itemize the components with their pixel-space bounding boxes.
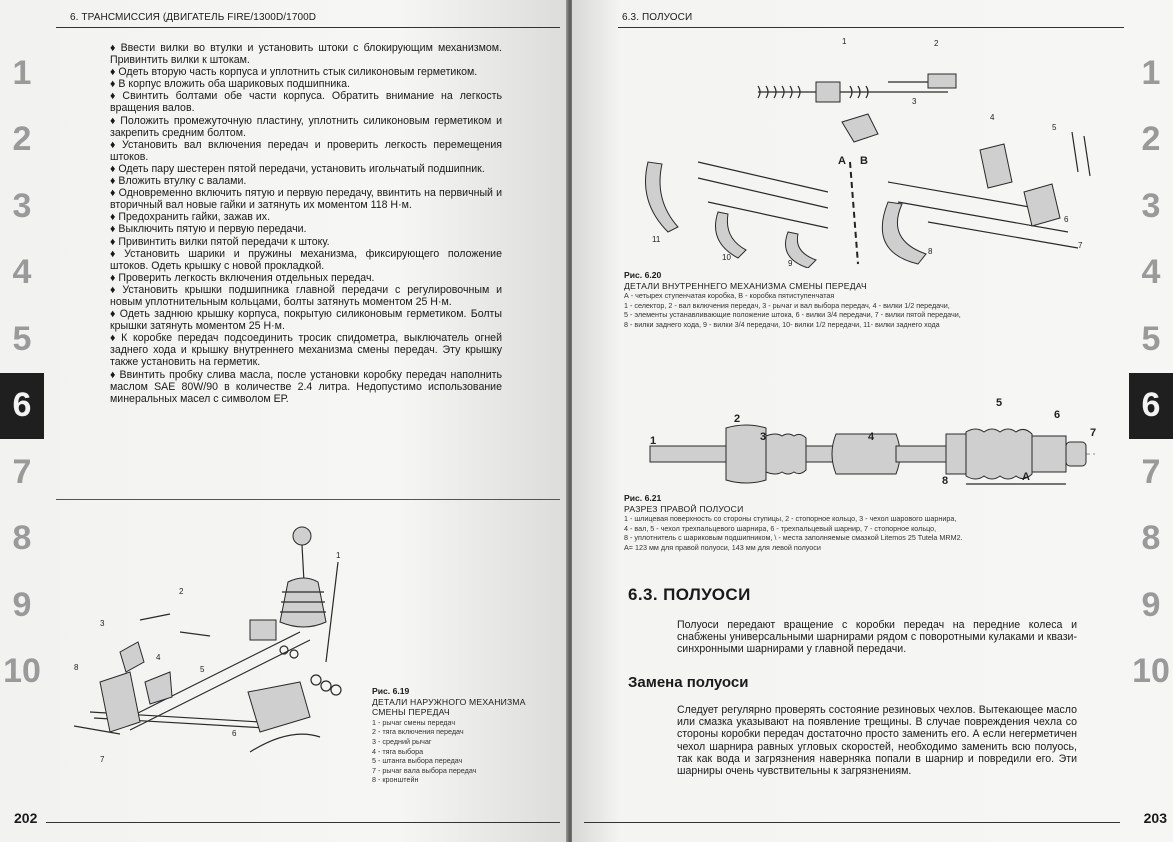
chapter-tab[interactable]: 2 <box>12 120 32 159</box>
gear-lever-shape <box>302 545 304 582</box>
washer-shape <box>331 685 341 695</box>
washer-shape <box>321 681 331 691</box>
select-lever-shape <box>145 672 172 704</box>
figure-6-21-caption <box>624 493 1124 553</box>
chapter-tab[interactable]: 7 <box>1141 452 1161 491</box>
chapter-tab[interactable]: 10 <box>1132 652 1170 691</box>
right-page <box>572 0 1173 842</box>
left-head-rule <box>56 27 560 28</box>
caption-line: A= 123 мм для правой полуоси, 143 мм для левой полуоси <box>624 542 821 552</box>
list-item: ♦ Установить вал включения передач и проверить легкость перемещения штоков. <box>110 138 502 163</box>
caption-line: А - четырех ступенчатая коробка, В - коробка пятиступенчатая <box>624 291 835 301</box>
assembly-steps-list <box>110 42 502 405</box>
callout-label: 1 <box>842 37 847 46</box>
legend-item: 2 - тяга включения передач <box>372 727 464 737</box>
list-item: ♦ Одеть вторую часть корпуса и уплотнить стык силиконовым герметиком. <box>110 66 478 79</box>
callout-label: 3 <box>912 97 917 106</box>
figure-6-20-caption <box>624 270 1124 330</box>
callout-label: 5 <box>996 397 1003 409</box>
list-item: ♦ Проверить легкость включения отдельных передач. <box>110 271 375 284</box>
figure-6-19-caption <box>372 686 552 785</box>
legend-item: 4 - тяга выбора <box>372 746 424 756</box>
lever-3-shape <box>842 114 878 142</box>
callout-label: 6 <box>232 729 237 738</box>
left-chapter-tabs <box>0 40 44 705</box>
caption-line: 8 - вилки заднего хода, 9 - вилки 3/4 передачи, 10- вилки 1/2 передачи, 11- вилки заднего хода <box>624 319 940 329</box>
shaft-shape <box>896 446 946 462</box>
detent-5-shape <box>1084 136 1090 176</box>
figure-title: ДЕТАЛИ ВНУТРЕННЕГО МЕХАНИЗМА СМЕНЫ ПЕРЕДАЧ <box>624 280 867 291</box>
callout-label: 7 <box>1078 241 1083 250</box>
callout-label: 7 <box>100 755 105 764</box>
spline-shaft-shape <box>650 446 726 462</box>
list-item: ♦ В корпус вложить оба шариковых подшипника. <box>110 78 350 91</box>
callout-label: 5 <box>1052 123 1057 132</box>
list-item: ♦ Привинтить вилки пятой передачи к штоку. <box>110 235 330 248</box>
callout-label: 1 <box>650 435 657 447</box>
right-head-rule <box>618 27 1124 28</box>
list-item: ♦ Одеть пару шестерен пятой передачи, установить игольчатый подшипник. <box>110 162 485 175</box>
chapter-tab[interactable]: 5 <box>1141 319 1161 358</box>
callout-label: 1 <box>336 551 341 560</box>
callout-label: 3 <box>100 619 105 628</box>
gear-knob-shape <box>293 527 311 545</box>
subsection-title: Замена полуоси <box>628 674 749 691</box>
chapter-tab[interactable]: 4 <box>12 253 32 292</box>
chapter-tab[interactable]: 5 <box>12 319 32 358</box>
callout-label: A <box>1022 471 1030 483</box>
fork-10-shape <box>716 212 747 258</box>
figure-6-19-drawing <box>60 522 370 812</box>
chapter-tab[interactable]: 10 <box>3 652 41 691</box>
link-rod-shape <box>180 632 210 636</box>
legend-item: 3 - средний рычаг <box>372 736 432 746</box>
rod-6-shape <box>250 734 320 752</box>
seal-8-shape <box>946 434 966 474</box>
list-item: ♦ Ввести вилки во втулки и установить штоки с блокирующим механизмом. Привинтить вилки к штокам. <box>110 42 503 67</box>
chapter-tab-active[interactable]: 6 <box>0 373 44 440</box>
caption-line: 5 - элементы устанавливающие положение штока, 6 - вилки 3/4 передачи, 7 - вилки пятой передачи, <box>624 310 961 320</box>
selector-shape <box>816 82 840 102</box>
bracket-shape <box>250 620 276 640</box>
page-number: 203 <box>1143 810 1167 826</box>
callout-label: 9 <box>788 259 793 268</box>
section-title: 6.3. ПОЛУОСИ <box>628 585 751 604</box>
legend-item: 8 - кронштейн <box>372 775 419 785</box>
callout-label: 3 <box>760 431 767 443</box>
chapter-tab[interactable]: 8 <box>12 519 32 558</box>
figure-title: СМЕНЫ ПЕРЕДАЧ <box>372 707 450 718</box>
chapter-tab[interactable]: 3 <box>1141 186 1161 225</box>
list-item: ♦ Одновременно включить пятую и первую передачу, ввинтить на первичный и вторичный вал новые гайки и затянуть их моментом 118 Н·м. <box>110 187 502 212</box>
callout-label: 11 <box>652 235 661 244</box>
callout-label: 2 <box>734 413 741 425</box>
left-separator <box>56 499 560 500</box>
left-page <box>0 0 568 842</box>
fork-8-shape <box>882 202 926 264</box>
rod-1-shape <box>326 562 338 662</box>
list-item: ♦ К коробке передач подсоединить тросик спидометра, выключатель огней заднего хода и крышку внутреннего механизма смены передач. Эту крышку также установить на герметик. <box>110 332 502 369</box>
rod-shape <box>698 162 828 192</box>
chapter-tab[interactable]: 7 <box>12 452 32 491</box>
callout-label: 6 <box>1054 409 1061 421</box>
ring-7-shape <box>1066 442 1086 466</box>
fork-6-shape <box>1024 184 1060 226</box>
callout-label: 8 <box>942 475 949 487</box>
intro-paragraph: Полуоси передают вращение с коробки передач на передние колеса и снабжены универсальными шарнирами рядом с поворотными кулаками и квази-синхронными шарнирами у главной передачи. <box>677 619 1077 656</box>
legend-item: 7 - рычаг вала выбора передач <box>372 765 477 775</box>
legend-item: 5 - штанга выбора передач <box>372 756 463 766</box>
washer-shape <box>290 650 298 658</box>
fork-4-shape <box>980 144 1012 188</box>
list-item: ♦ Установить крышки подшипника главной передачи с регулировочным и новым уплотнительным кольцами, болты затянуть моментом 25 Н·м. <box>110 283 502 308</box>
callout-label: 8 <box>74 663 79 672</box>
bracket-8-shape <box>100 672 140 732</box>
caption-line: 1 - шлицевая поверхность со стороны ступицы, 2 - стопорное кольцо, 3 - чехол шарового шарнира, <box>624 514 957 524</box>
right-running-head: 6.3. ПОЛУОСИ <box>622 12 693 23</box>
list-item: ♦ Ввинтить пробку слива масла, после установки коробку передач наполнить маслом SAE 80W/90 в количестве 2.4 литра. Недопустимо использование минеральных масел с символом ЕР. <box>110 368 502 405</box>
right-foot-rule <box>584 822 1120 823</box>
shaft-2-end-shape <box>928 74 956 88</box>
figure-title: РАЗРЕЗ ПРАВОЙ ПОЛУОСИ <box>624 503 744 514</box>
chapter-tab[interactable]: 9 <box>1141 585 1161 624</box>
list-item: ♦ Положить промежуточную пластину, уплотнить силиконовым герметиком и закрепить средним болтом. <box>110 114 503 139</box>
detent-5-shape <box>1072 132 1078 172</box>
washer-shape <box>311 675 321 685</box>
callout-label: 2 <box>179 587 184 596</box>
callout-label: 6 <box>1064 215 1069 224</box>
damper-4-shape <box>832 434 900 474</box>
list-item: ♦ Вложить втулку с валами. <box>110 175 247 188</box>
tripod-6-shape <box>1032 436 1066 472</box>
figure-number: Рис. 6.19 <box>372 686 410 696</box>
middle-lever-shape <box>120 642 144 672</box>
list-item: ♦ Свинтить болтами обе части корпуса. Обратить внимание на легкость вращения валов. <box>110 90 503 115</box>
body-paragraph: Следует регулярно проверять состояние резиновых чехлов. Вытекающее масло или смазка указывают на появление трещины. В случае повреждения чехла со стороны коробки передач достаточно просто заменить его. А если негерметичен чехол шарнира равных угловых скоростей, необходимо заменить всю полуось, так как вода и загрязнения наверняка попали в шарнир и повредили его. Эти шарниры очень чувствительны к загрязнениям. <box>677 704 1077 778</box>
chapter-tab[interactable]: 1 <box>1141 53 1161 92</box>
right-chapter-tabs <box>1129 40 1173 705</box>
callout-label: 4 <box>156 653 161 662</box>
chapter-tab[interactable]: 4 <box>1141 253 1161 292</box>
rod-shape <box>928 222 1078 248</box>
figure-number: Рис. 6.21 <box>624 493 662 503</box>
caption-line: 8 - уплотнитель с шариковым подшипником, \ - места заполняемые смазкой Litemos 25 Tutela MRM2. <box>624 533 963 543</box>
callout-label: 4 <box>990 113 995 122</box>
callout-label: 2 <box>934 39 939 48</box>
chapter-tab[interactable]: 1 <box>12 53 32 92</box>
chapter-tab[interactable]: 3 <box>12 186 32 225</box>
chapter-tab-active[interactable]: 6 <box>1129 373 1173 440</box>
callout-label: 5 <box>200 665 205 674</box>
divider-shape <box>850 162 858 264</box>
figure-6-21-drawing <box>646 392 1106 492</box>
page-number: 202 <box>14 810 38 826</box>
chapter-tab[interactable]: 2 <box>1141 120 1161 159</box>
legend-item: 1 - рычаг смены передач <box>372 717 456 727</box>
list-item: ♦ Предохранить гайки, зажав их. <box>110 211 271 224</box>
callout-label: A <box>838 155 846 167</box>
callout-label: 7 <box>1090 427 1097 439</box>
boot-3-shape <box>766 434 806 474</box>
caption-line: 4 - вал, 5 - чехол трехпальцевого шарнира, 6 - трехпальцевый шарнир, 7 - стопорное кольцо, <box>624 523 937 533</box>
left-running-head: 6. ТРАНСМИССИЯ (ДВИГАТЕЛЬ FIRE/1300D/1700D <box>70 12 317 23</box>
figure-6-20-drawing <box>628 32 1108 268</box>
list-item: ♦ Выключить пятую и первую передачи. <box>110 223 307 236</box>
caption-line: 1 - селектор, 2 - вал включения передач, 3 - рычаг и вал выбора передач, 4 - вилки 1/2 передачи, <box>624 300 950 310</box>
callout-label: B <box>860 155 868 167</box>
housing-shape <box>248 682 310 732</box>
link-rod-shape <box>140 614 170 620</box>
fork-11-shape <box>646 162 679 232</box>
list-item: ♦ Одеть заднюю крышку корпуса, покрытую силиконовым герметиком. Болты крышки затянуть моментом 25 Н·м. <box>110 308 502 333</box>
figure-number: Рис. 6.20 <box>624 270 662 280</box>
callout-label: 4 <box>868 431 875 443</box>
list-item: ♦ Установить шарики и пружины механизма, фиксирующего положение штоков. Одеть крышку с новой прокладкой. <box>110 247 502 272</box>
left-foot-rule <box>46 822 560 823</box>
callout-label: 10 <box>722 253 731 262</box>
chapter-tab[interactable]: 8 <box>1141 519 1161 558</box>
figure-title: ДЕТАЛИ НАРУЖНОГО МЕХАНИЗМА <box>372 696 526 707</box>
chapter-tab[interactable]: 9 <box>12 585 32 624</box>
callout-label: 8 <box>928 247 933 256</box>
